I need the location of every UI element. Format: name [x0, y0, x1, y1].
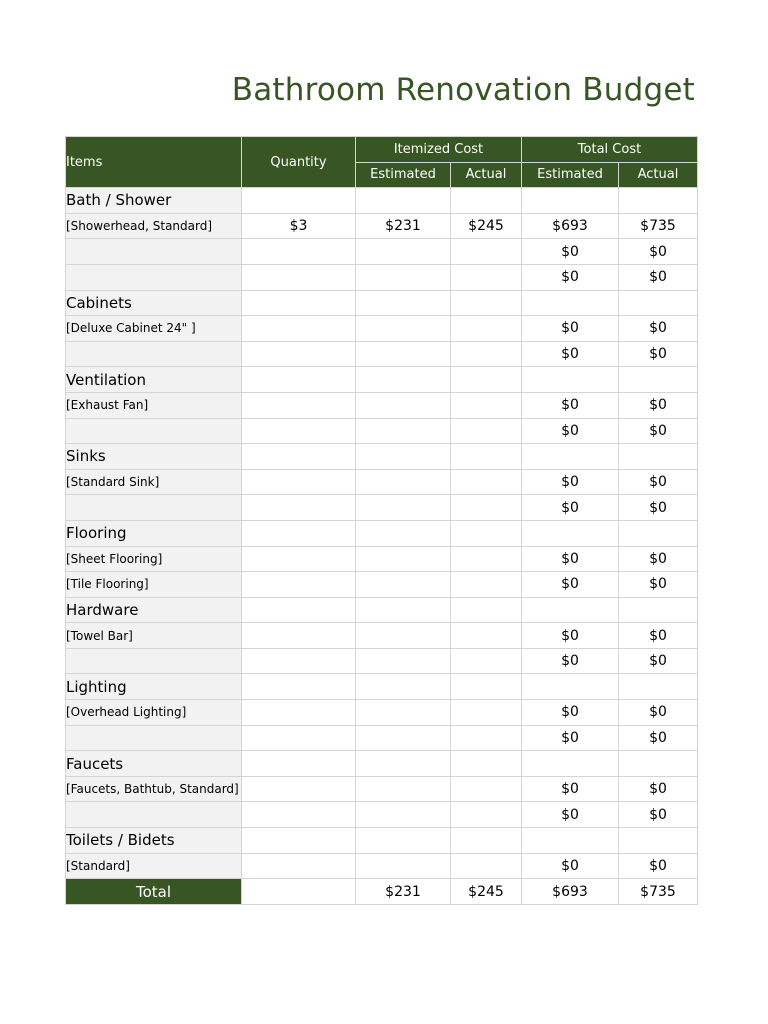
itemized-actual-cell[interactable]	[451, 239, 522, 265]
table-row	[66, 469, 698, 495]
table-row	[66, 623, 698, 649]
item-label-cell[interactable]: [Standard]	[66, 853, 242, 879]
total-actual-cell[interactable]: $0	[619, 700, 698, 726]
itemized-actual-cell[interactable]	[451, 623, 522, 649]
itemized-estimated-cell[interactable]	[356, 674, 451, 700]
category-row	[66, 444, 698, 470]
itemized-actual-cell[interactable]	[451, 444, 522, 470]
itemized-estimated-cell[interactable]	[356, 316, 451, 342]
itemized-actual-header[interactable]: Actual	[451, 162, 522, 188]
total-estimated-cell[interactable]: $0	[522, 853, 619, 879]
total-estimated-cell[interactable]	[522, 520, 619, 546]
itemized-actual-cell[interactable]	[451, 597, 522, 623]
quantity-header[interactable]: Quantity	[242, 137, 356, 188]
category-label-cell[interactable]: Toilets / Bidets	[66, 828, 242, 854]
table-row	[66, 572, 698, 598]
itemized-estimated-cell[interactable]	[356, 418, 451, 444]
itemized-estimated-cell[interactable]	[356, 290, 451, 316]
category-label-cell[interactable]: Ventilation	[66, 367, 242, 393]
category-label-cell[interactable]: Flooring	[66, 520, 242, 546]
itemized-actual-cell[interactable]	[451, 853, 522, 879]
itemized-estimated-cell[interactable]	[356, 751, 451, 777]
quantity-cell[interactable]: $3	[242, 213, 356, 239]
total-actual-cell[interactable]: $0	[619, 546, 698, 572]
itemized-actual-cell[interactable]	[451, 418, 522, 444]
quantity-cell[interactable]	[242, 239, 356, 265]
total-actual-cell[interactable]	[619, 290, 698, 316]
total-actual-cell[interactable]: $0	[619, 418, 698, 444]
quantity-cell[interactable]	[242, 648, 356, 674]
total-actual-cell[interactable]: $0	[619, 264, 698, 290]
itemized-actual-cell[interactable]	[451, 674, 522, 700]
total-estimated-cell[interactable]: $0	[522, 546, 619, 572]
quantity-cell[interactable]	[242, 392, 356, 418]
itemized-estimated-cell[interactable]	[356, 520, 451, 546]
total-estimated-cell[interactable]	[522, 367, 619, 393]
quantity-cell[interactable]	[242, 751, 356, 777]
total-estimated-cell[interactable]	[522, 597, 619, 623]
total-estimated-cell[interactable]	[522, 751, 619, 777]
itemized-actual-cell[interactable]	[451, 648, 522, 674]
itemized-estimated-cell[interactable]	[356, 700, 451, 726]
total-actual-cell[interactable]: $735	[619, 879, 698, 905]
quantity-cell[interactable]	[242, 367, 356, 393]
item-label-cell[interactable]: [Tile Flooring]	[66, 572, 242, 598]
quantity-cell[interactable]	[242, 802, 356, 828]
itemized-actual-cell[interactable]	[451, 802, 522, 828]
category-row	[66, 828, 698, 854]
total-actual-cell[interactable]: $0	[619, 853, 698, 879]
total-actual-cell[interactable]	[619, 444, 698, 470]
total-actual-cell[interactable]	[619, 674, 698, 700]
total-actual-cell[interactable]: $0	[619, 316, 698, 342]
quantity-cell[interactable]	[242, 188, 356, 214]
total-actual-cell[interactable]: $0	[619, 623, 698, 649]
table-header	[66, 137, 698, 188]
table-body	[66, 188, 698, 879]
category-label-cell[interactable]: Lighting	[66, 674, 242, 700]
total-estimated-cell[interactable]: $0	[522, 700, 619, 726]
item-label-cell[interactable]	[66, 239, 242, 265]
total-estimated-cell[interactable]: $0	[522, 469, 619, 495]
itemized-estimated-cell[interactable]	[356, 802, 451, 828]
item-label-cell[interactable]	[66, 725, 242, 751]
itemized-actual-cell[interactable]	[451, 520, 522, 546]
category-label-cell[interactable]: Cabinets	[66, 290, 242, 316]
category-row	[66, 290, 698, 316]
quantity-cell[interactable]	[242, 264, 356, 290]
total-row	[66, 879, 698, 905]
item-label-cell[interactable]: [Faucets, Bathtub, Standard]	[66, 776, 242, 802]
category-label-cell[interactable]: Hardware	[66, 597, 242, 623]
item-label-cell[interactable]: [Deluxe Cabinet 24" ]	[66, 316, 242, 342]
itemized-estimated-header[interactable]: Estimated	[356, 162, 451, 188]
itemized-actual-cell[interactable]	[451, 341, 522, 367]
itemized-estimated-cell[interactable]	[356, 572, 451, 598]
page-title: Bathroom Renovation Budget	[231, 72, 695, 108]
category-row	[66, 520, 698, 546]
item-label-cell[interactable]	[66, 418, 242, 444]
itemized-estimated-cell[interactable]	[356, 725, 451, 751]
itemized-estimated-cell[interactable]	[356, 776, 451, 802]
total-estimated-header[interactable]: Estimated	[522, 162, 619, 188]
category-row	[66, 674, 698, 700]
table-row	[66, 239, 698, 265]
quantity-cell[interactable]	[242, 828, 356, 854]
itemized-estimated-cell[interactable]	[356, 546, 451, 572]
total-actual-cell[interactable]: $0	[619, 239, 698, 265]
item-label-cell[interactable]	[66, 495, 242, 521]
itemized-actual-cell[interactable]	[451, 367, 522, 393]
item-label-cell[interactable]: [Exhaust Fan]	[66, 392, 242, 418]
table-row	[66, 853, 698, 879]
total-actual-cell[interactable]: $0	[619, 725, 698, 751]
total-estimated-cell[interactable]	[522, 188, 619, 214]
quantity-cell[interactable]	[242, 316, 356, 342]
itemized-actual-cell[interactable]	[451, 290, 522, 316]
items-header[interactable]: Items	[66, 137, 242, 188]
total-itemized-estimated-cell[interactable]: $231	[356, 879, 451, 905]
total-estimated-cell[interactable]: $0	[522, 316, 619, 342]
itemized-estimated-cell[interactable]	[356, 853, 451, 879]
category-row	[66, 367, 698, 393]
total-estimated-cell[interactable]: $0	[522, 495, 619, 521]
table-row	[66, 802, 698, 828]
total-actual-header[interactable]: Actual	[619, 162, 698, 188]
item-label-cell[interactable]: [Towel Bar]	[66, 623, 242, 649]
total-estimated-cell[interactable]	[522, 674, 619, 700]
total-estimated-cell[interactable]: $0	[522, 418, 619, 444]
total-actual-cell[interactable]	[619, 520, 698, 546]
item-label-cell[interactable]: [Showerhead, Standard]	[66, 213, 242, 239]
quantity-cell[interactable]	[242, 725, 356, 751]
table-row	[66, 213, 698, 239]
itemized-actual-cell[interactable]	[451, 264, 522, 290]
total-estimated-cell[interactable]: $0	[522, 264, 619, 290]
total-actual-cell[interactable]	[619, 751, 698, 777]
itemized-actual-cell[interactable]: $245	[451, 213, 522, 239]
total-itemized-actual-cell[interactable]: $245	[451, 879, 522, 905]
itemized-actual-cell[interactable]	[451, 392, 522, 418]
itemized-actual-cell[interactable]	[451, 725, 522, 751]
quantity-cell[interactable]	[242, 418, 356, 444]
quantity-cell[interactable]	[242, 853, 356, 879]
total-actual-cell[interactable]	[619, 828, 698, 854]
quantity-cell[interactable]	[242, 700, 356, 726]
itemized-estimated-cell[interactable]	[356, 597, 451, 623]
total-actual-cell[interactable]: $735	[619, 213, 698, 239]
total-actual-cell[interactable]: $0	[619, 572, 698, 598]
itemized-estimated-cell[interactable]	[356, 828, 451, 854]
total-estimated-cell[interactable]: $0	[522, 239, 619, 265]
itemized-estimated-cell[interactable]	[356, 623, 451, 649]
itemized-actual-cell[interactable]	[451, 751, 522, 777]
itemized-actual-cell[interactable]	[451, 495, 522, 521]
itemized-actual-cell[interactable]	[451, 700, 522, 726]
table-row	[66, 392, 698, 418]
total-actual-cell[interactable]: $0	[619, 392, 698, 418]
total-quantity-cell[interactable]	[242, 879, 356, 905]
itemized-actual-cell[interactable]	[451, 316, 522, 342]
itemized-estimated-cell[interactable]	[356, 444, 451, 470]
item-label-cell[interactable]	[66, 264, 242, 290]
quantity-cell[interactable]	[242, 623, 356, 649]
category-label-cell[interactable]: Sinks	[66, 444, 242, 470]
total-estimated-cell[interactable]: $0	[522, 341, 619, 367]
table-footer	[66, 879, 698, 905]
itemized-actual-cell[interactable]	[451, 546, 522, 572]
total-estimated-cell[interactable]	[522, 444, 619, 470]
table-row	[66, 648, 698, 674]
table-row	[66, 495, 698, 521]
table-row	[66, 546, 698, 572]
total-estimated-cell[interactable]: $693	[522, 879, 619, 905]
quantity-cell[interactable]	[242, 520, 356, 546]
itemized-estimated-cell[interactable]	[356, 495, 451, 521]
quantity-cell[interactable]	[242, 546, 356, 572]
itemized-actual-cell[interactable]	[451, 828, 522, 854]
total-estimated-cell[interactable]	[522, 828, 619, 854]
itemized-estimated-cell[interactable]	[356, 239, 451, 265]
total-estimated-cell[interactable]: $693	[522, 213, 619, 239]
total-actual-cell[interactable]: $0	[619, 802, 698, 828]
total-actual-cell[interactable]: $0	[619, 776, 698, 802]
quantity-cell[interactable]	[242, 674, 356, 700]
itemized-estimated-cell[interactable]	[356, 367, 451, 393]
item-label-cell[interactable]: [Sheet Flooring]	[66, 546, 242, 572]
table-row	[66, 700, 698, 726]
itemized-estimated-cell[interactable]	[356, 469, 451, 495]
total-actual-cell[interactable]	[619, 188, 698, 214]
table-row	[66, 341, 698, 367]
total-actual-cell[interactable]: $0	[619, 341, 698, 367]
table-row	[66, 316, 698, 342]
quantity-cell[interactable]	[242, 495, 356, 521]
quantity-cell[interactable]	[242, 469, 356, 495]
itemized-estimated-cell[interactable]	[356, 264, 451, 290]
itemized-actual-cell[interactable]	[451, 776, 522, 802]
budget-table	[65, 136, 698, 905]
item-label-cell[interactable]: [Overhead Lighting]	[66, 700, 242, 726]
itemized-estimated-cell[interactable]	[356, 188, 451, 214]
total-estimated-cell[interactable]: $0	[522, 776, 619, 802]
itemized-estimated-cell[interactable]	[356, 648, 451, 674]
itemized-estimated-cell[interactable]	[356, 341, 451, 367]
total-estimated-cell[interactable]: $0	[522, 725, 619, 751]
total-estimated-cell[interactable]: $0	[522, 392, 619, 418]
total-actual-cell[interactable]	[619, 597, 698, 623]
itemized-estimated-cell[interactable]: $231	[356, 213, 451, 239]
table-row	[66, 776, 698, 802]
total-estimated-cell[interactable]: $0	[522, 802, 619, 828]
category-label-cell[interactable]: Faucets	[66, 751, 242, 777]
quantity-cell[interactable]	[242, 776, 356, 802]
item-label-cell[interactable]: [Standard Sink]	[66, 469, 242, 495]
item-label-cell[interactable]	[66, 802, 242, 828]
quantity-cell[interactable]	[242, 597, 356, 623]
itemized-actual-cell[interactable]	[451, 188, 522, 214]
itemized-actual-cell[interactable]	[451, 469, 522, 495]
table-row	[66, 264, 698, 290]
total-estimated-cell[interactable]: $0	[522, 623, 619, 649]
total-actual-cell[interactable]: $0	[619, 469, 698, 495]
total-estimated-cell[interactable]: $0	[522, 572, 619, 598]
itemized-estimated-cell[interactable]	[356, 392, 451, 418]
item-label-cell[interactable]	[66, 341, 242, 367]
table-row	[66, 418, 698, 444]
total-actual-cell[interactable]: $0	[619, 648, 698, 674]
quantity-cell[interactable]	[242, 290, 356, 316]
item-label-cell[interactable]	[66, 648, 242, 674]
total-estimated-cell[interactable]: $0	[522, 648, 619, 674]
quantity-cell[interactable]	[242, 341, 356, 367]
quantity-cell[interactable]	[242, 444, 356, 470]
total-estimated-cell[interactable]	[522, 290, 619, 316]
itemized-actual-cell[interactable]	[451, 572, 522, 598]
total-cost-header[interactable]: Total Cost	[522, 137, 698, 163]
itemized-cost-header[interactable]: Itemized Cost	[356, 137, 522, 163]
total-actual-cell[interactable]: $0	[619, 495, 698, 521]
total-label[interactable]: Total	[66, 879, 242, 905]
category-label-cell[interactable]: Bath / Shower	[66, 188, 242, 214]
quantity-cell[interactable]	[242, 572, 356, 598]
category-row	[66, 188, 698, 214]
total-actual-cell[interactable]	[619, 367, 698, 393]
category-row	[66, 597, 698, 623]
table-row	[66, 725, 698, 751]
category-row	[66, 751, 698, 777]
